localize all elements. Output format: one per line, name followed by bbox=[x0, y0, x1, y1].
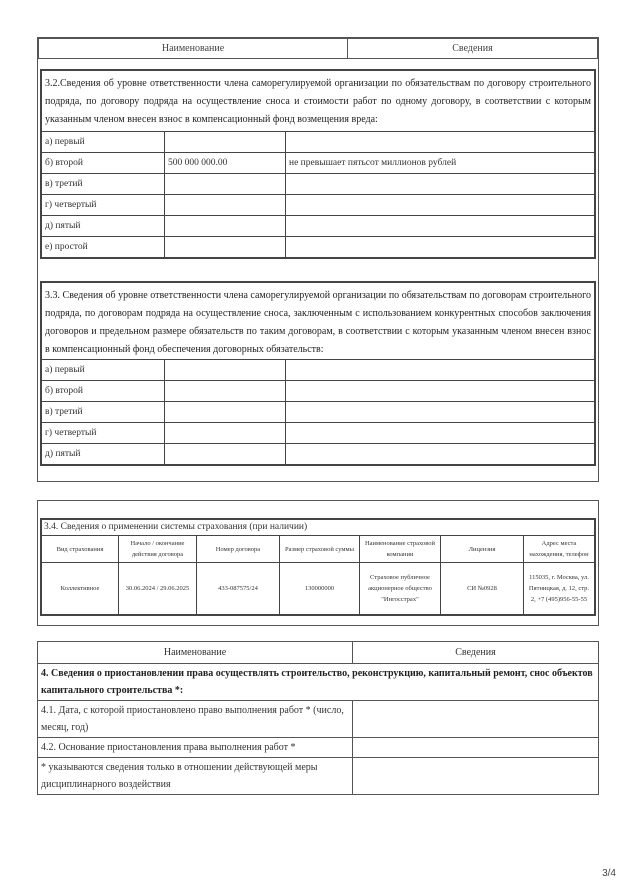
amount-cell bbox=[165, 360, 286, 381]
level-cell: д) пятый bbox=[41, 216, 165, 237]
desc-cell bbox=[286, 132, 596, 153]
amount-cell bbox=[165, 381, 286, 402]
license: СИ №0928 bbox=[441, 563, 524, 615]
table-row bbox=[41, 423, 595, 444]
amount-cell bbox=[165, 444, 286, 466]
amount-cell bbox=[165, 174, 286, 195]
desc-cell bbox=[286, 360, 596, 381]
table-row bbox=[41, 174, 595, 195]
level-cell: в) третий bbox=[41, 174, 165, 195]
insurance-box bbox=[37, 500, 599, 626]
table-row bbox=[41, 237, 595, 259]
header-name: Наименование bbox=[38, 642, 353, 664]
contract-period: 30.06.2024 / 29.06.2025 bbox=[119, 563, 197, 615]
table-row bbox=[41, 444, 595, 466]
amount-cell bbox=[165, 237, 286, 259]
section-4-title: 4. Сведения о приостановлении права осуществлять строительство, реконструкцию, капитальный ремонт, снос объектов капитального строительства *: bbox=[38, 664, 599, 701]
contract-number: 433-087575/24 bbox=[197, 563, 280, 615]
insurer-address: 115035, г. Москва, ул. Пятницкая, д. 12, стр. 2, +7 (495)956-55-55 bbox=[524, 563, 596, 615]
level-cell: г) четвертый bbox=[41, 423, 165, 444]
row-label: 4.2. Основание приостановления права выполнения работ * bbox=[38, 738, 353, 758]
desc-cell: не превышает пятьсот миллионов рублей bbox=[286, 153, 596, 174]
desc-cell bbox=[286, 237, 596, 259]
desc-cell bbox=[286, 174, 596, 195]
desc-cell bbox=[286, 444, 596, 466]
level-cell: б) второй bbox=[41, 381, 165, 402]
header-info: Сведения bbox=[353, 642, 599, 664]
insurance-title: 3.4. Сведения о применении системы страхования (при наличии) bbox=[41, 519, 595, 536]
row-value bbox=[353, 758, 599, 795]
desc-cell bbox=[286, 381, 596, 402]
section-3-2-table bbox=[40, 69, 596, 259]
section-3-2-text: 3.2.Сведения об уровне ответственности члена саморегулируемой организации по обязательствам по договору строительного подряда, по договору подряда на осуществление сноса и стоимости работ по одному договору, в соответствии с которым указанным членом внесен взнос в компенсационный фонд возмещения вреда: bbox=[41, 70, 595, 132]
level-cell: а) первый bbox=[41, 132, 165, 153]
table-row bbox=[41, 360, 595, 381]
table-row bbox=[41, 153, 595, 174]
desc-cell bbox=[286, 216, 596, 237]
header-name: Наименование bbox=[39, 39, 348, 59]
desc-cell bbox=[286, 195, 596, 216]
column-header: Вид страхования bbox=[41, 536, 119, 563]
insurance-type: Коллективное bbox=[41, 563, 119, 615]
table-row bbox=[41, 132, 595, 153]
column-header: Наименование страховой компании bbox=[360, 536, 441, 563]
column-header: Начало / окончание действия договора bbox=[119, 536, 197, 563]
level-cell: б) второй bbox=[41, 153, 165, 174]
amount-cell bbox=[165, 195, 286, 216]
desc-cell bbox=[286, 402, 596, 423]
column-header: Адрес места нахождения, телефон bbox=[524, 536, 596, 563]
desc-cell bbox=[286, 423, 596, 444]
insurance-table bbox=[40, 518, 596, 616]
section-3-3-text: 3.3. Сведения об уровне ответственности члена саморегулируемой организации по обязательствам по договорам строительного подряда, по договорам подряда на осуществление сноса, заключенным с использованием конкурентных способов заключения договоров и предельном размере обязательств по таким договорам, в соответствии с которым указанным членом внесен взнос в компенсационный фонд обеспечения договорных обязательств: bbox=[41, 282, 595, 360]
column-header: Номер договора bbox=[197, 536, 280, 563]
header-info: Сведения bbox=[348, 39, 598, 59]
row-label: * указываются сведения только в отношении действующей меры дисциплинарного воздействия bbox=[38, 758, 353, 795]
table-row bbox=[41, 381, 595, 402]
table-row bbox=[38, 738, 599, 758]
amount-cell bbox=[165, 216, 286, 237]
table-row bbox=[38, 758, 599, 795]
table-row bbox=[38, 701, 599, 738]
table-row bbox=[41, 216, 595, 237]
row-label: 4.1. Дата, с которой приостановлено право выполнения работ * (число, месяц, год) bbox=[38, 701, 353, 738]
suspension-box bbox=[37, 641, 599, 795]
header-table bbox=[38, 38, 598, 59]
row-value bbox=[353, 701, 599, 738]
suspension-table bbox=[37, 641, 599, 795]
amount-cell bbox=[165, 423, 286, 444]
row-value bbox=[353, 738, 599, 758]
level-cell: а) первый bbox=[41, 360, 165, 381]
table-row bbox=[41, 195, 595, 216]
table-row bbox=[41, 402, 595, 423]
level-cell: д) пятый bbox=[41, 444, 165, 466]
amount-cell: 500 000 000.00 bbox=[165, 153, 286, 174]
amount-cell bbox=[165, 132, 286, 153]
column-header: Лицензия bbox=[441, 536, 524, 563]
amount-cell bbox=[165, 402, 286, 423]
liability-box bbox=[37, 37, 599, 482]
column-header: Размер страховой суммы bbox=[280, 536, 360, 563]
level-cell: г) четвертый bbox=[41, 195, 165, 216]
insurer-name: Страховое публичное акционерное общество "Ингосстрах" bbox=[360, 563, 441, 615]
section-3-3-table bbox=[40, 281, 596, 466]
table-row bbox=[41, 563, 595, 615]
level-cell: е) простой bbox=[41, 237, 165, 259]
page-number: 3/4 bbox=[602, 868, 616, 879]
insured-sum: 130000000 bbox=[280, 563, 360, 615]
level-cell: в) третий bbox=[41, 402, 165, 423]
